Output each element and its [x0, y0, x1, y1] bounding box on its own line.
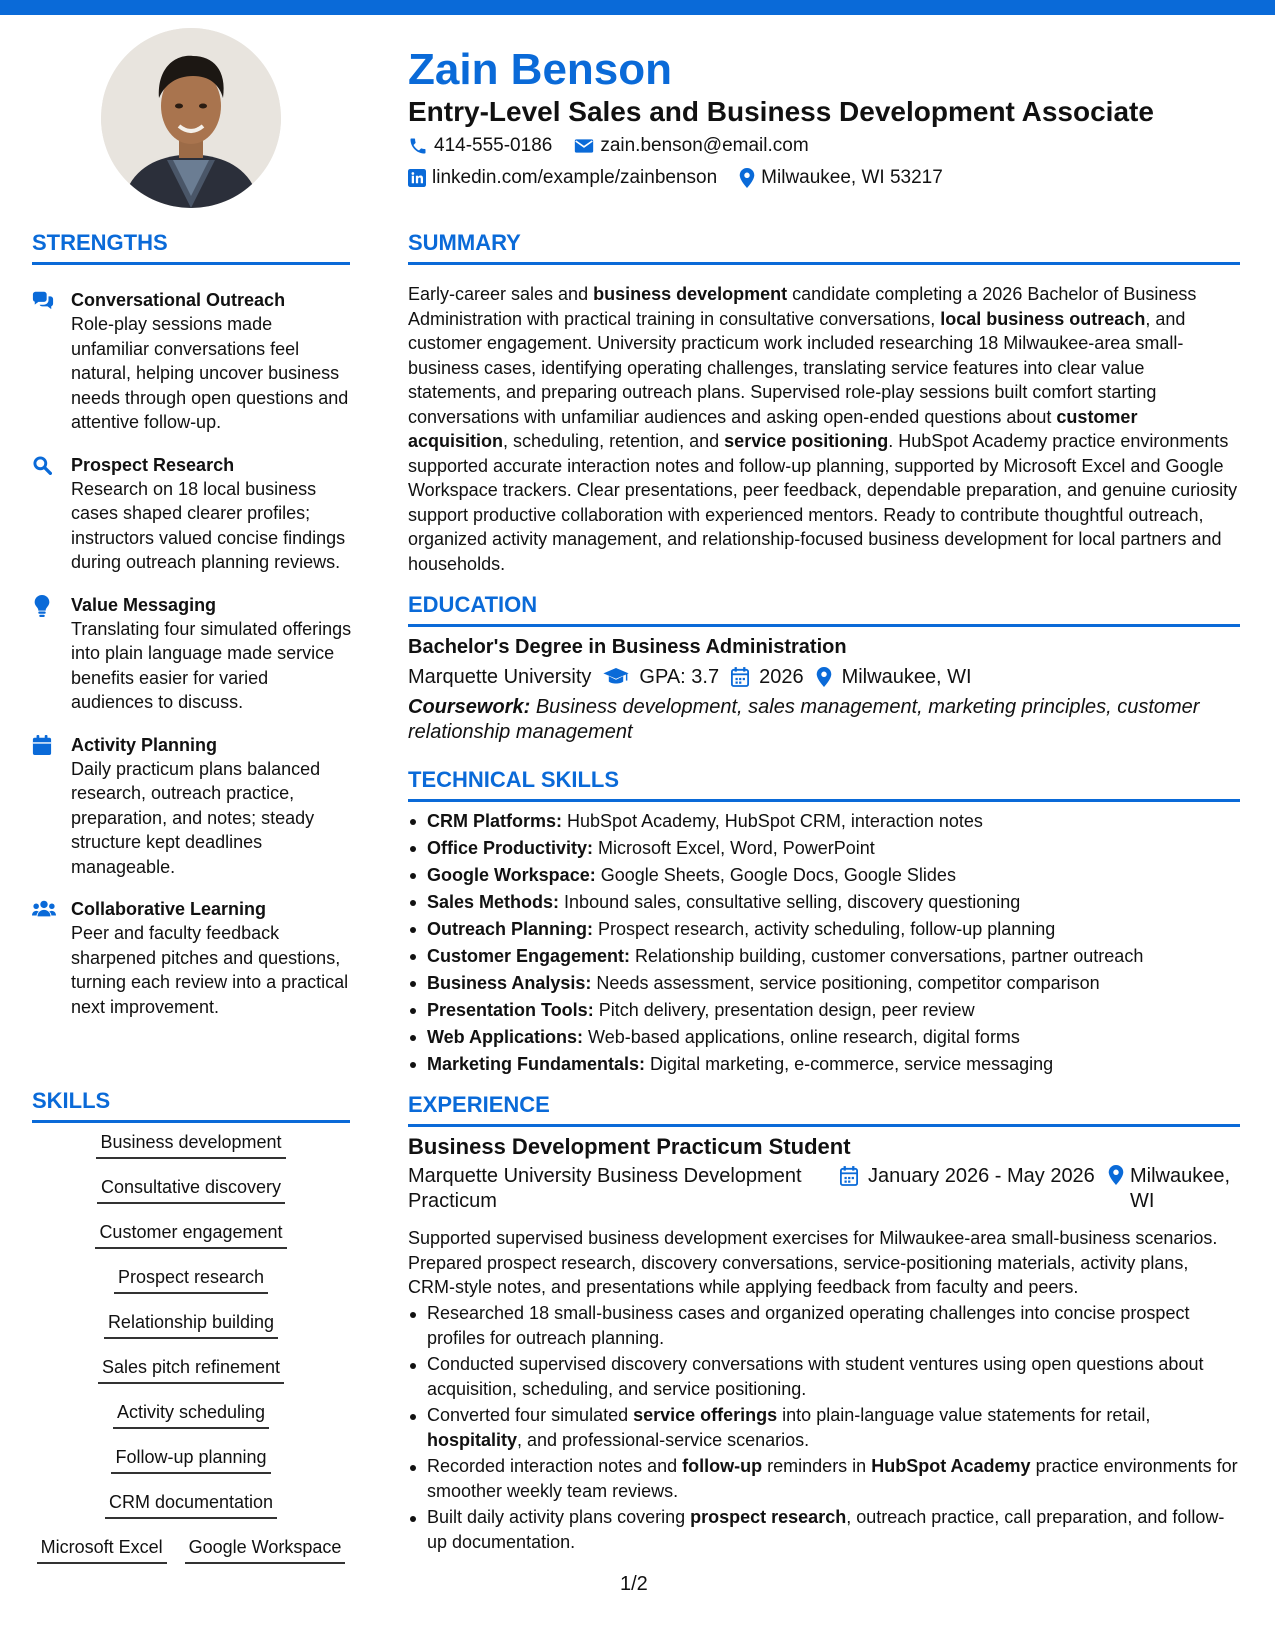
summary-text: Early-career sales and business development candidate completing a 2026 Bachelor of Business Administration with practical training in consultative conversations, local business outreach, and customer engagement. University practicum work included researching 18 Milwaukee-area small-business cases, identifying operating challenges, translating service features into clear value statements, and preparing outreach plans. Supervised role-play sessions built comfort starting conversations with unfamiliar audiences and asking open-ended questions about customer acquisition, scheduling, retention, and service positioning. HubSpot Academy practice environments supported accurate interaction notes and follow-up planning, supported by Microsoft Excel and Google Workspace trackers. Clear presentations, peer feedback, dependable preparation, and genuine curiosity support productive collaboration with experienced mentors. Ready to contribute thoughtful outreach, organized activity management, and relationship-focused business development for local partners and households. — [408, 284, 1238, 574]
list-item: Conducted supervised discovery conversations with student ventures using open questions about acquisition, scheduling, and service positioning. — [408, 1352, 1240, 1401]
job-dates-text: January 2026 - May 2026 — [868, 1165, 1095, 1187]
list-item: Customer Engagement: Relationship building, customer conversations, partner outreach — [408, 943, 1240, 970]
strength-description: Peer and faculty feedback sharpened pitches and questions, turning each review into a practical next improvement. — [71, 923, 349, 1017]
list-item: Sales Methods: Inbound sales, consultative selling, discovery questioning — [408, 889, 1240, 916]
map-pin-icon — [1108, 1165, 1124, 1185]
technical-skills-heading: TECHNICAL SKILLS — [408, 766, 1240, 802]
list-item: Office Productivity: Microsoft Excel, Word, PowerPoint — [408, 835, 1240, 862]
calendar-icon — [32, 735, 52, 755]
map-pin-icon — [739, 168, 755, 188]
linkedin-text[interactable]: linkedin.com/example/zainbenson — [432, 167, 718, 188]
contact-row-secondary — [408, 166, 965, 190]
calendar-icon — [840, 1166, 858, 1186]
list-item: CRM Platforms: HubSpot Academy, HubSpot CRM, interaction notes — [408, 808, 1240, 835]
job-location — [1108, 1164, 1248, 1214]
list-item: Google Workspace: Google Sheets, Google Docs, Google Slides — [408, 862, 1240, 889]
skill-tag: Google Workspace — [185, 1535, 346, 1564]
strength-item — [32, 453, 352, 575]
list-item: Researched 18 small-business cases and organized operating challenges into concise prospect profiles for outreach planning. — [408, 1301, 1240, 1350]
job-summary: Supported supervised business development exercises for Milwaukee-area small-business scenarios. Prepared prospect research, discovery conversations, service-positioning materials, activity plans, CRM-style notes, and presentations while applying feedback from faculty and peers. — [408, 1228, 1218, 1297]
education-heading: EDUCATION — [408, 591, 1240, 627]
strength-description: Research on 18 local business cases shaped clearer profiles; instructors valued concise findings during outreach planning reviews. — [71, 478, 346, 572]
list-item: Built daily activity plans covering prospect research, outreach practice, call preparation, and follow-up documentation. — [408, 1505, 1240, 1554]
users-icon — [32, 899, 56, 919]
job-dates — [840, 1164, 1095, 1189]
phone-icon — [408, 136, 428, 156]
strength-title: Collaborative Learning — [71, 899, 267, 919]
skill-tag: Sales pitch refinement — [98, 1355, 284, 1384]
strength-description: Translating four simulated offerings into plain language made service benefits easier for varied audiences to discuss. — [71, 618, 352, 712]
graduation-year: 2026 — [759, 666, 804, 688]
strengths-heading: STRENGTHS — [32, 229, 350, 265]
strength-description: Role-play sessions made unfamiliar conversations feel natural, helping uncover business needs through open questions and attentive follow-up. — [71, 314, 349, 432]
education-meta — [408, 664, 984, 690]
candidate-name: Zain Benson — [408, 45, 673, 94]
degree-title: Bachelor's Degree in Business Administration — [408, 636, 847, 658]
strength-title: Value Messaging — [71, 594, 217, 615]
page-number: 1/2 — [620, 1573, 648, 1595]
list-item: Outreach Planning: Prospect research, activity scheduling, follow-up planning — [408, 916, 1240, 943]
location-text: Milwaukee, WI 53217 — [761, 167, 943, 188]
technical-skills-list — [408, 808, 1240, 1078]
strength-item — [32, 593, 352, 715]
experience-heading: EXPERIENCE — [408, 1091, 1240, 1127]
linkedin-icon — [408, 169, 426, 187]
skill-tag: Activity scheduling — [113, 1400, 269, 1429]
gpa-text: GPA: 3.7 — [639, 666, 720, 688]
list-item: Presentation Tools: Pitch delivery, presentation design, peer review — [408, 997, 1240, 1024]
strength-item — [32, 733, 352, 880]
list-item: Marketing Fundamentals: Digital marketing, e-commerce, service messaging — [408, 1051, 1240, 1078]
graduation-cap-icon — [603, 668, 629, 686]
skill-tag: CRM documentation — [105, 1490, 277, 1519]
list-item: Business Analysis: Needs assessment, service positioning, competitor comparison — [408, 970, 1240, 997]
lightbulb-icon — [32, 595, 52, 617]
contact-row-primary — [408, 134, 831, 158]
skill-tag: Business development — [96, 1130, 285, 1159]
phone-text: 414-555-0186 — [434, 135, 553, 156]
job-bullets — [408, 1301, 1240, 1556]
map-pin-icon — [816, 667, 832, 687]
search-icon — [32, 455, 52, 475]
profile-photo — [101, 28, 281, 208]
skill-tag: Relationship building — [104, 1310, 278, 1339]
contact-location — [739, 166, 943, 190]
summary-heading: SUMMARY — [408, 229, 1240, 265]
strength-description: Daily practicum plans balanced research, outreach practice, preparation, and notes; steady structure kept deadlines manageable. — [71, 758, 321, 877]
skill-tag: Consultative discovery — [97, 1175, 285, 1204]
job-title: Business Development Practicum Student — [408, 1134, 851, 1159]
strength-title: Prospect Research — [71, 454, 235, 475]
list-item: Web Applications: Web-based applications, online research, digital forms — [408, 1024, 1240, 1051]
strength-title: Activity Planning — [71, 734, 218, 755]
candidate-headline: Entry-Level Sales and Business Development Associate — [408, 96, 1154, 127]
contact-email[interactable] — [574, 134, 808, 158]
strengths-list — [32, 288, 352, 1037]
skills-heading: SKILLS — [32, 1087, 350, 1123]
school-name: Marquette University — [408, 666, 592, 688]
strength-item — [32, 897, 352, 1019]
skills-list — [32, 1130, 350, 1580]
list-item: Recorded interaction notes and follow-up reminders in HubSpot Academy practice environments for smoother weekly team reviews. — [408, 1454, 1240, 1503]
contact-linkedin[interactable] — [408, 166, 717, 190]
school-location: Milwaukee, WI — [841, 666, 972, 688]
top-accent-bar — [0, 0, 1275, 15]
calendar-icon — [731, 667, 749, 687]
coursework-text: Business development, sales management, marketing principles, customer relationship management — [408, 696, 1200, 743]
comments-icon — [32, 290, 54, 310]
skill-tag: Follow-up planning — [111, 1445, 270, 1474]
job-organization: Marquette University Business Development Practicum — [408, 1165, 802, 1212]
skill-tag: Prospect research — [114, 1265, 268, 1294]
strength-title: Conversational Outreach — [71, 290, 286, 310]
skill-tag: Customer engagement — [95, 1220, 286, 1249]
list-item: Converted four simulated service offerings into plain-language value statements for retail, hospitality, and professional-service scenarios. — [408, 1403, 1240, 1452]
envelope-icon — [574, 138, 594, 154]
job-location-text: Milwaukee, WI — [1130, 1165, 1231, 1212]
contact-phone — [408, 134, 552, 158]
email-text[interactable]: zain.benson@email.com — [600, 135, 809, 156]
coursework-label: Coursework: — [408, 696, 531, 718]
strength-item — [32, 288, 352, 435]
coursework — [408, 695, 1240, 745]
skill-tag: Microsoft Excel — [37, 1535, 167, 1564]
